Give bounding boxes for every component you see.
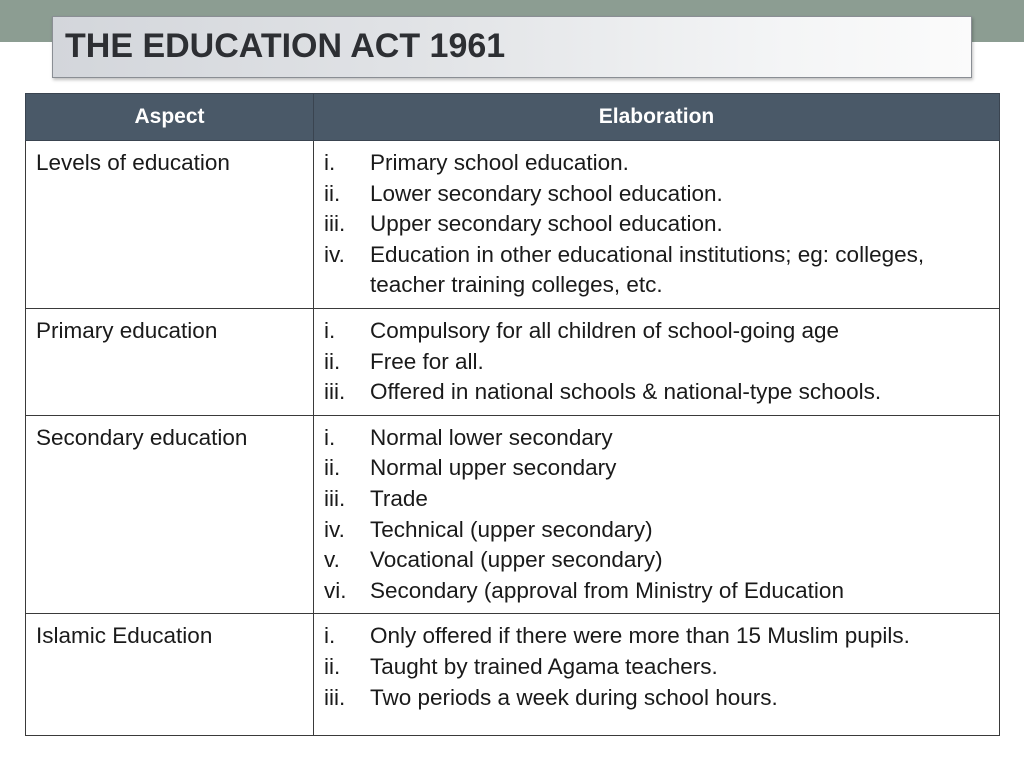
aspect-cell: Secondary education — [26, 415, 314, 614]
list-item-text: Compulsory for all children of school-going age — [370, 317, 839, 343]
list-item — [324, 515, 999, 546]
list-item-number: iv. — [324, 516, 345, 542]
list-item-text: Trade — [370, 485, 428, 511]
list-item — [324, 621, 999, 652]
list-item — [324, 453, 999, 484]
aspect-cell: Primary education — [26, 308, 314, 415]
list-item-text: Primary school education. — [370, 150, 629, 175]
table-header-row — [26, 94, 1000, 141]
list-item-text: Vocational (upper secondary) — [370, 547, 663, 573]
list-item-number: i. — [324, 424, 336, 450]
column-header-elaboration: Elaboration — [314, 94, 1000, 141]
list-item — [324, 316, 999, 347]
list-item — [324, 652, 999, 683]
education-act-table — [25, 93, 1000, 736]
list-item — [324, 240, 999, 301]
list-item-number: i. — [324, 623, 336, 649]
list-item-text: Education in other educational institutions; eg: colleges, teacher training colleges, etc. — [370, 241, 925, 298]
list-item — [324, 148, 999, 179]
elaboration-list — [324, 316, 999, 408]
list-item-text: Free for all. — [370, 348, 484, 374]
list-item-number: i. — [324, 317, 336, 343]
list-item-number: ii. — [324, 180, 341, 206]
elaboration-list — [324, 423, 999, 607]
table-row — [26, 141, 1000, 309]
page-title: THE EDUCATION ACT 1961 — [65, 27, 506, 65]
list-item-text: Secondary (approval from Ministry of Education — [370, 577, 844, 603]
list-item-text: Offered in national schools & national-type schools. — [370, 379, 882, 405]
list-item-number: vi. — [324, 577, 347, 603]
aspect-cell: Levels of education — [26, 141, 314, 309]
list-item-number: v. — [324, 547, 340, 573]
table-row — [26, 415, 1000, 614]
list-item-text: Taught by trained Agama teachers. — [370, 653, 718, 679]
list-item-number: ii. — [324, 653, 341, 679]
elaboration-cell — [314, 415, 1000, 614]
list-item-number: iv. — [324, 241, 345, 267]
list-item-text: Technical (upper secondary) — [370, 516, 653, 542]
list-item-text: Only offered if there were more than 15 Muslim pupils. — [370, 623, 910, 649]
list-item-number: iii. — [324, 684, 346, 710]
list-item — [324, 545, 999, 576]
list-item — [324, 179, 999, 210]
list-item-text: Upper secondary school education. — [370, 211, 723, 237]
list-item-number: iii. — [324, 211, 346, 237]
list-item — [324, 576, 999, 607]
elaboration-cell — [314, 308, 1000, 415]
list-item-text: Two periods a week during school hours. — [370, 684, 778, 710]
list-item — [324, 209, 999, 240]
list-item-number: ii. — [324, 348, 341, 374]
list-item — [324, 347, 999, 378]
list-item — [324, 377, 999, 408]
list-item — [324, 423, 999, 454]
list-item-number: iii. — [324, 485, 346, 511]
title-banner — [52, 16, 972, 78]
list-item-text: Normal upper secondary — [370, 455, 617, 481]
list-item-number: iii. — [324, 379, 346, 405]
elaboration-list — [324, 621, 999, 713]
list-item-text: Lower secondary school education. — [370, 180, 723, 206]
list-item-number: ii. — [324, 455, 341, 481]
elaboration-cell — [314, 141, 1000, 309]
list-item-number: i. — [324, 150, 336, 175]
table-row — [26, 614, 1000, 736]
list-item-text: Normal lower secondary — [370, 424, 613, 450]
aspect-cell: Islamic Education — [26, 614, 314, 736]
list-item — [324, 683, 999, 714]
table-row — [26, 308, 1000, 415]
column-header-aspect: Aspect — [26, 94, 314, 141]
elaboration-cell — [314, 614, 1000, 736]
list-item — [324, 484, 999, 515]
elaboration-list — [324, 148, 999, 301]
